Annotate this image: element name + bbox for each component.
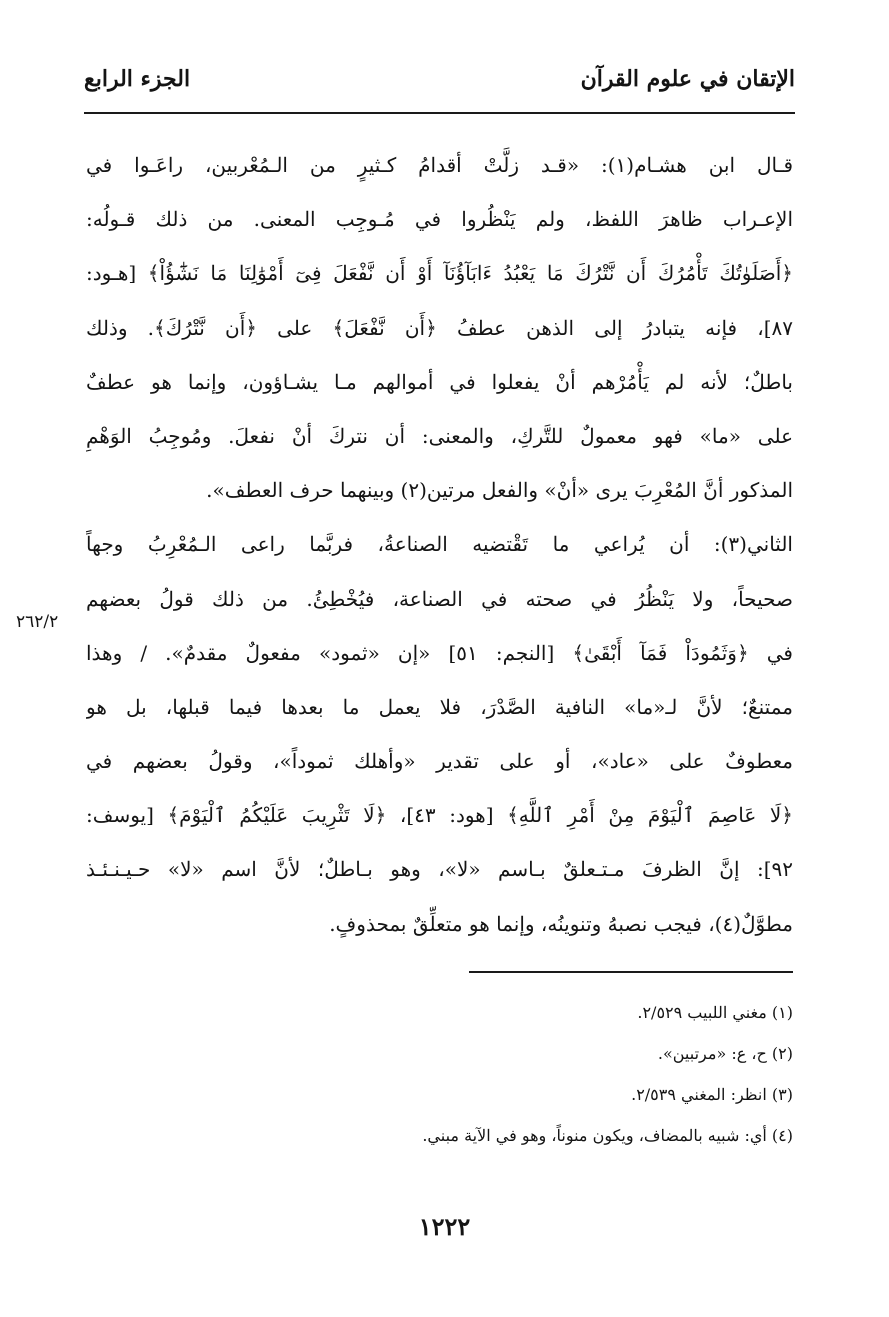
text-line-11: ممتنعٌ؛ لأنَّ لـ«ما» النافية الصَّدْرَ، فلا يعمل ما بعدها فيما قبلها، بل هو xyxy=(86,694,793,719)
text-line-2: الإعـراب ظاهرَ اللفظ، ولم يَنْظُروا في مُـوجِب المعنى. من ذلك قـولُه: xyxy=(86,207,793,232)
text-line-9: صحيحاً، ولا يَنْظُرُ في صحته في الصناعة، فيُخْطِئُ. من ذلك قولُ بعضهم xyxy=(86,586,793,611)
text-line-8: الثاني(٣): أن يُراعي ما تَقْتضيه الصناعةُ، فربَّما راعى الـمُعْرِبُ وجهاً xyxy=(86,532,793,557)
text-line-12: معطوفٌ على «عاد»، أو على تقدير «وأهلك ثموداً»، وقولُ بعضهم في xyxy=(86,749,793,774)
part-title: الجزء الرابع xyxy=(84,66,191,92)
text-line-4: ٨٧]، فإنه يتبادرُ إلى الذهن عطفُ ﴿أَن نَّفْعَلَ﴾ على ﴿أَن نَّتْرُكَ﴾. وذلك xyxy=(86,315,793,340)
book-title: الإتقان في علوم القرآن xyxy=(580,66,795,92)
text-line-1: قـال ابن هشـام(١): «قـد زلَّتْ أقدامُ كـثيرٍ من الـمُعْربين، راعَـوا في xyxy=(86,153,793,177)
text-line-5: باطلٌ؛ لأنه لم يَأْمُرْهم أنْ يفعلوا في أموالهم مـا يشـاؤون، وإنما هو عطفٌ xyxy=(86,369,793,394)
margin-page-reference: ٢٦٢/٢ xyxy=(16,612,59,632)
page-number: ١٢٢٢ xyxy=(418,1212,471,1241)
footnote-3: (٣) انظر: المغني ٢/٥٣٩. xyxy=(631,1085,793,1104)
footnote-1: (١) مغني اللبيب ٢/٥٢٩. xyxy=(637,1003,793,1022)
text-line-7: المذكور أنَّ المُعْرِبَ يرى «أنْ» والفعل مرتين(٢) وبينهما حرف العطف». xyxy=(206,478,793,503)
text-line-14: ٩٢]: إنَّ الظرفَ مـتـعلقٌ بـاسم «لا»، وهو بـاطلٌ؛ لأنَّ اسم «لا» حـيـنـئـذ xyxy=(86,857,793,882)
text-line-13: ﴿لَا عَاصِمَ ٱلْيَوْمَ مِنْ أَمْرِ ٱللَّهِ﴾ [هود: ٤٣]، ﴿لَا تَثْرِيبَ عَلَيْكُمُ ٱلْيَوْمَ﴾ [يوسف: xyxy=(86,803,793,828)
text-line-15: مطوَّلٌ(٤)، فيجب نصبهُ وتنوينُه، وإنما هو متعلِّقٌ بمحذوفٍ. xyxy=(329,911,793,936)
footnote-separator xyxy=(469,971,793,973)
text-line-10: في ﴿وَثَمُودَاْ فَمَآ أَبْقَىٰ﴾ [النجم: ٥١] «إن «ثمود» مفعولٌ مقدمٌ». / وهذا xyxy=(86,640,793,665)
footnote-2: (٢) ح، ع: «مرتبين». xyxy=(657,1044,793,1063)
header-rule xyxy=(84,112,795,114)
footnotes xyxy=(86,992,793,1156)
running-header xyxy=(84,58,795,114)
text-line-3: ﴿أَصَلَوٰتُكَ تَأْمُرُكَ أَن نَّتْرُكَ مَا يَعْبُدُ ءَابَآؤُنَآ أَوْ أَن نَّفْعَلَ فِىٓ أَمْوَٰلِنَا مَا نَشَٰٓؤُاْ﴾ [هـود: xyxy=(86,261,793,286)
main-text xyxy=(86,138,793,951)
footnote-4: (٤) أي: شبيه بالمضاف، ويكون منوناً، وهو في الآية مبني. xyxy=(422,1126,793,1145)
text-line-6: على «ما» فهو معمولٌ للتَّركِ، والمعنى: أن نتركَ أنْ نفعلَ. ومُوجِبُ الوَهْمِ xyxy=(86,423,793,448)
